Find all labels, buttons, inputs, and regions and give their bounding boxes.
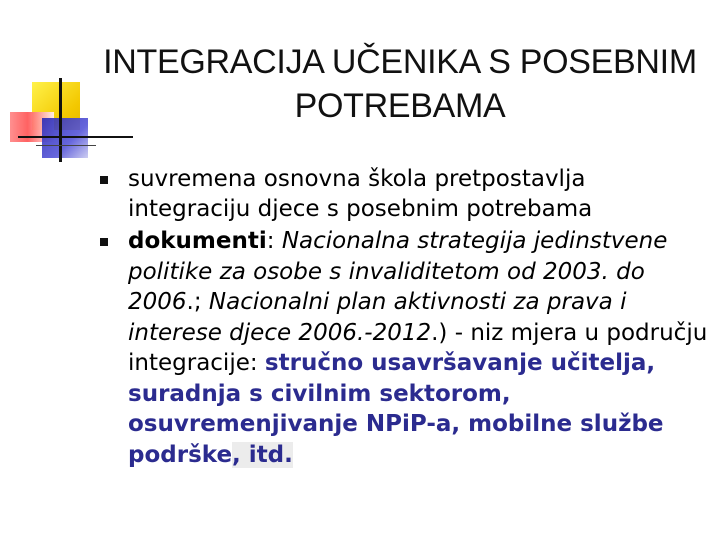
document-separator: .;: [186, 289, 209, 315]
slide-content: [90, 164, 710, 470]
bullet-item-1: [90, 164, 710, 224]
bullet-text: suvremena osnovna škola pretpostavlja integraciju djece s posebnim potrebama: [128, 166, 593, 222]
bullet-square-icon: [100, 238, 108, 246]
measures-tail: itd.: [240, 441, 293, 468]
bullet-colon: :: [266, 228, 282, 254]
measures-comma: ,: [232, 441, 241, 468]
document-title-2: Nacionalni plan aktivnosti za prava i interese djece 2006.-2012: [128, 289, 627, 346]
decor-vertical-line: [59, 78, 62, 162]
slide-title: INTEGRACIJA UČENIKA S POSEBNIM POTREBAMA: [103, 43, 697, 125]
decor-horizontal-line: [18, 136, 133, 138]
document-title-1: Nacionalna strategija jedinstvene politike za osobe s invaliditetom od 2003. do 2006: [128, 228, 668, 315]
decor-blue-square: [42, 118, 88, 158]
bullet-text-middle: .) - niz mjera u području integracije:: [128, 319, 708, 376]
bullet-item-2: [90, 226, 710, 470]
decor-horizontal-line-short: [36, 145, 96, 146]
measures-list: stručno usavršavanje učitelja, suradnja s civilnim sektorom, osuvremenjivanje NPiP-a, mobilne službe podrške: [128, 350, 664, 468]
bullet-square-icon: [100, 176, 108, 184]
bullet-lead: dokumenti: [128, 228, 267, 254]
